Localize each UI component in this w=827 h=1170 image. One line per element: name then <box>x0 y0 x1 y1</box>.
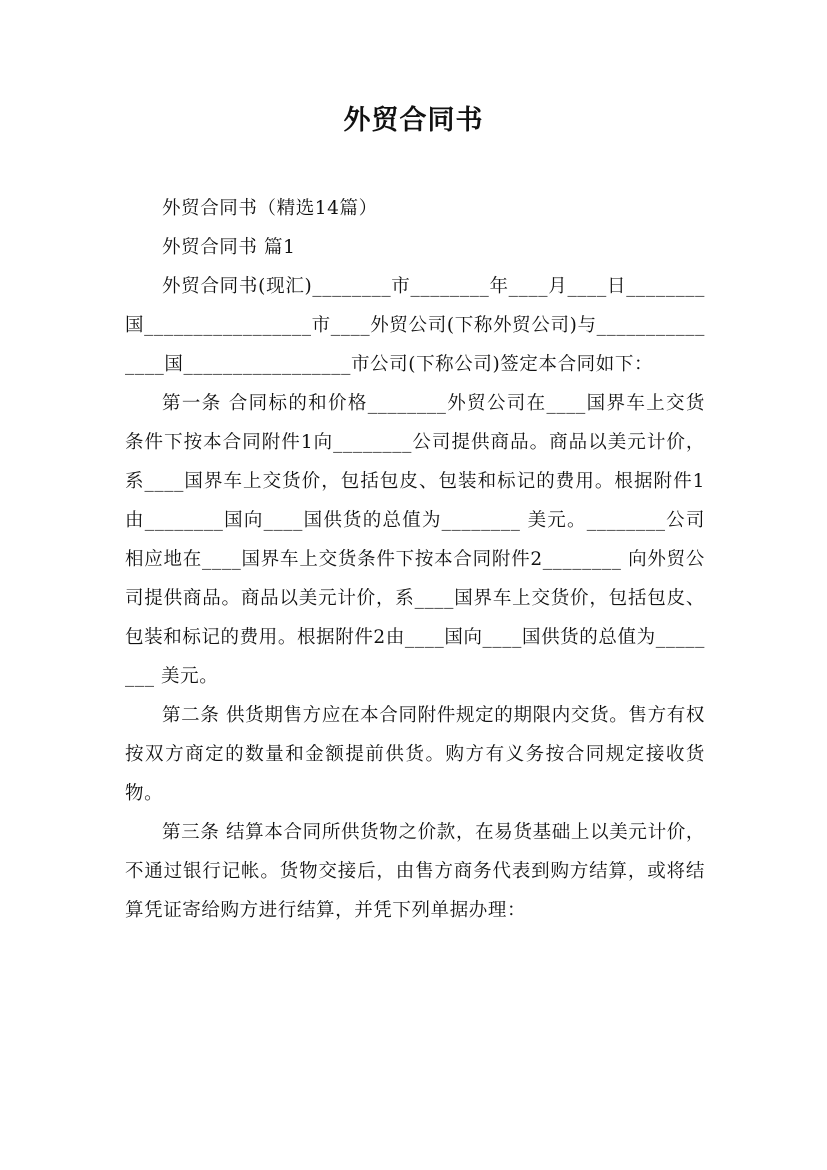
paragraph-section-heading: 外贸合同书 篇1 <box>162 237 296 258</box>
paragraph-article-2: 第二条 供货期售方应在本合同附件规定的期限内交货。售方有权按双方商定的数量和金额提前供货。购方有义务按合同规定接收货物。 <box>125 705 705 804</box>
paragraph-article-3: 第三条 结算本合同所供货物之价款，在易货基础上以美元计价，不通过银行记帐。货物交接后，由售方商务代表到购方结算，或将结算凭证寄给购方进行结算，并凭下列单据办理： <box>125 822 705 921</box>
document-body <box>125 189 705 930</box>
paragraph-article-1: 第一条 合同标的和价格________外贸公司在____国界车上交货条件下按本合同附件1向________公司提供商品。商品以美元计价，系____国界车上交货价，包括包皮、包装和标记的费用。根据附件1由________国向____国供货的总值为________ 美元。________公司相应地在____国界车上交货条件下按本合同附件2________ 向外贸公司提供商品。商品以美元计价，系____国界车上交货价，包括包皮、包装和标记的费用。根据附件2由____国向____国供货的总值为________ 美元。 <box>125 393 705 687</box>
paragraph-subtitle: 外贸合同书（精选14篇） <box>162 198 378 219</box>
document-title: 外贸合同书 <box>343 105 484 136</box>
paragraph-preamble: 外贸合同书(现汇)________市________年____月____日________国_________________市____外贸公司(下称外贸公司)与_______________国_________________市公司(下称公司)签定本合同如下： <box>125 276 705 375</box>
